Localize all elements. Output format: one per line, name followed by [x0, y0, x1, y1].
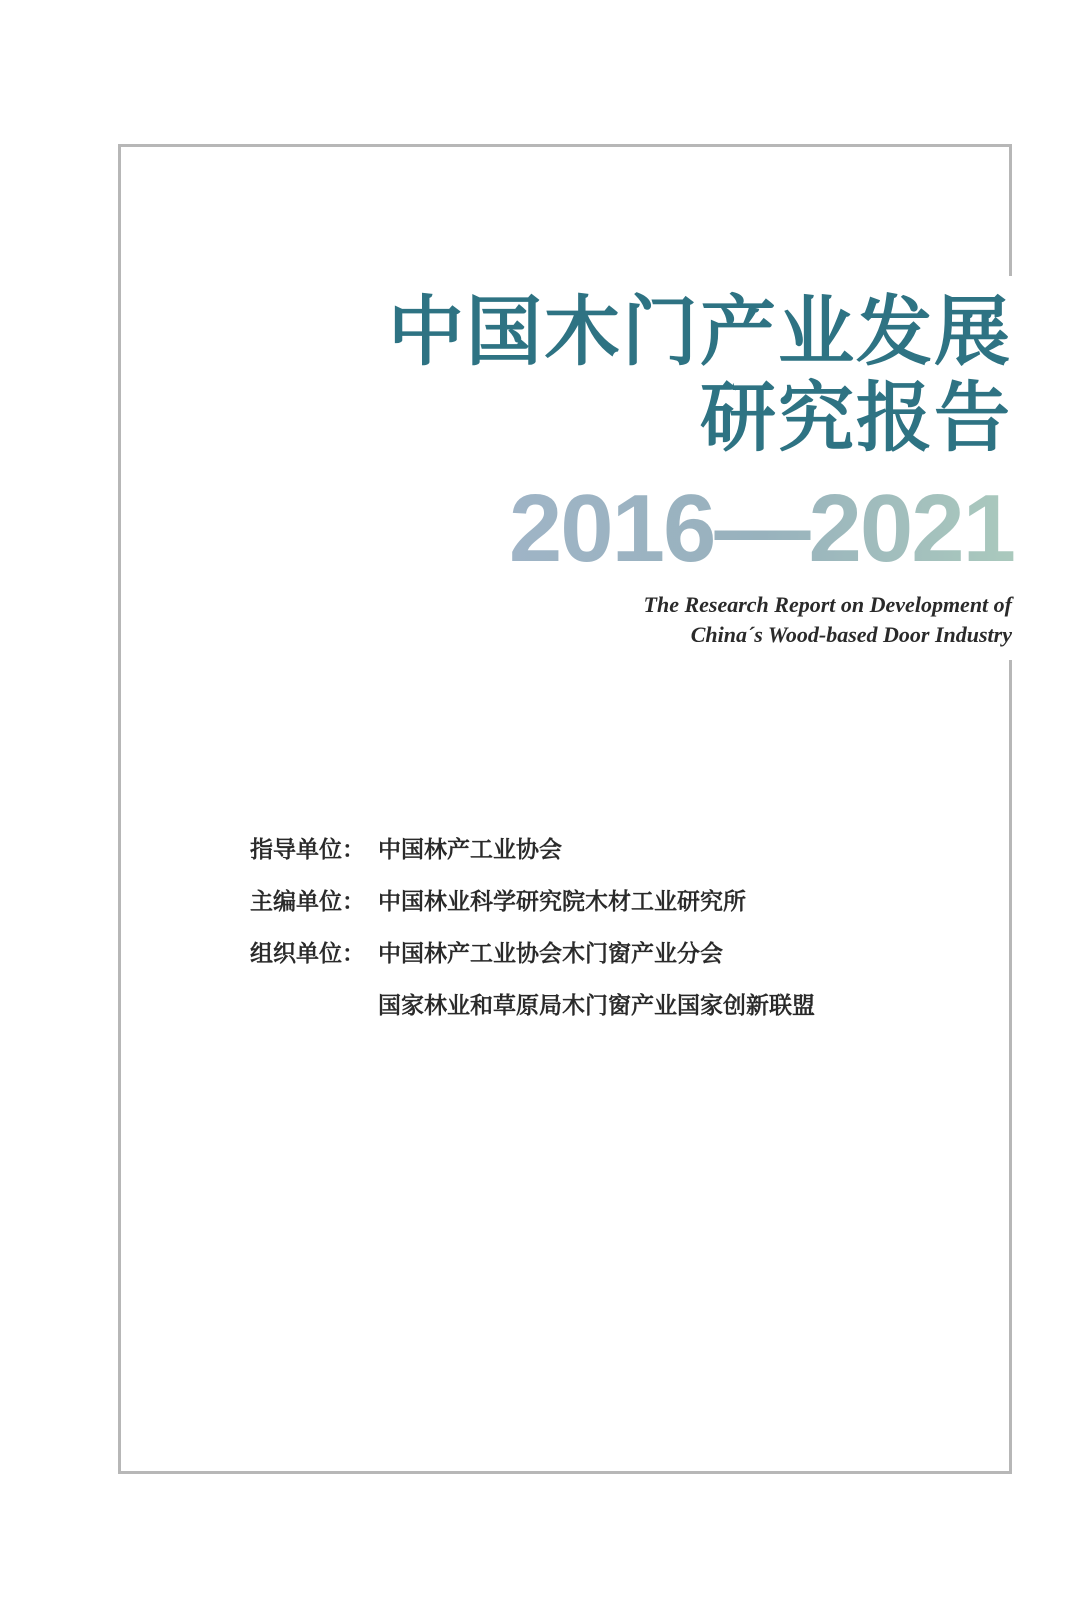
frame-right-line-lower	[1009, 660, 1012, 1474]
credit-label: 指导单位：	[250, 837, 365, 863]
report-title-line-2: 研究报告	[700, 373, 1012, 462]
credit-row-editor	[250, 876, 815, 928]
credit-label: 主编单位：	[250, 889, 365, 915]
report-title-line-1: 中国木门产业发展	[388, 287, 1012, 376]
credit-label	[250, 980, 378, 1032]
credit-row-guidance	[250, 824, 815, 876]
english-subtitle-line-1: The Research Report on Development of	[643, 592, 1012, 617]
english-subtitle	[644, 590, 1012, 650]
report-years: 2016—2021	[508, 475, 1014, 582]
credit-row-organizer	[250, 928, 815, 980]
frame-right-line-upper	[1009, 144, 1012, 276]
credit-value: 中国林业科学研究院木材工业研究所	[378, 889, 746, 915]
frame-top-line	[118, 144, 1012, 147]
credits-block	[250, 824, 815, 1032]
credit-value: 中国林产工业协会木门窗产业分会	[378, 941, 723, 967]
english-subtitle-line-2: China´s Wood-based Door Industry	[690, 622, 1012, 647]
credit-row-organizer-2	[250, 980, 815, 1032]
frame-bottom-line	[118, 1471, 1012, 1474]
credit-value: 中国林产工业协会	[378, 837, 562, 863]
frame-left-line	[118, 144, 121, 1474]
credit-value: 国家林业和草原局木门窗产业国家创新联盟	[378, 993, 815, 1019]
credit-label: 组织单位：	[250, 941, 365, 967]
